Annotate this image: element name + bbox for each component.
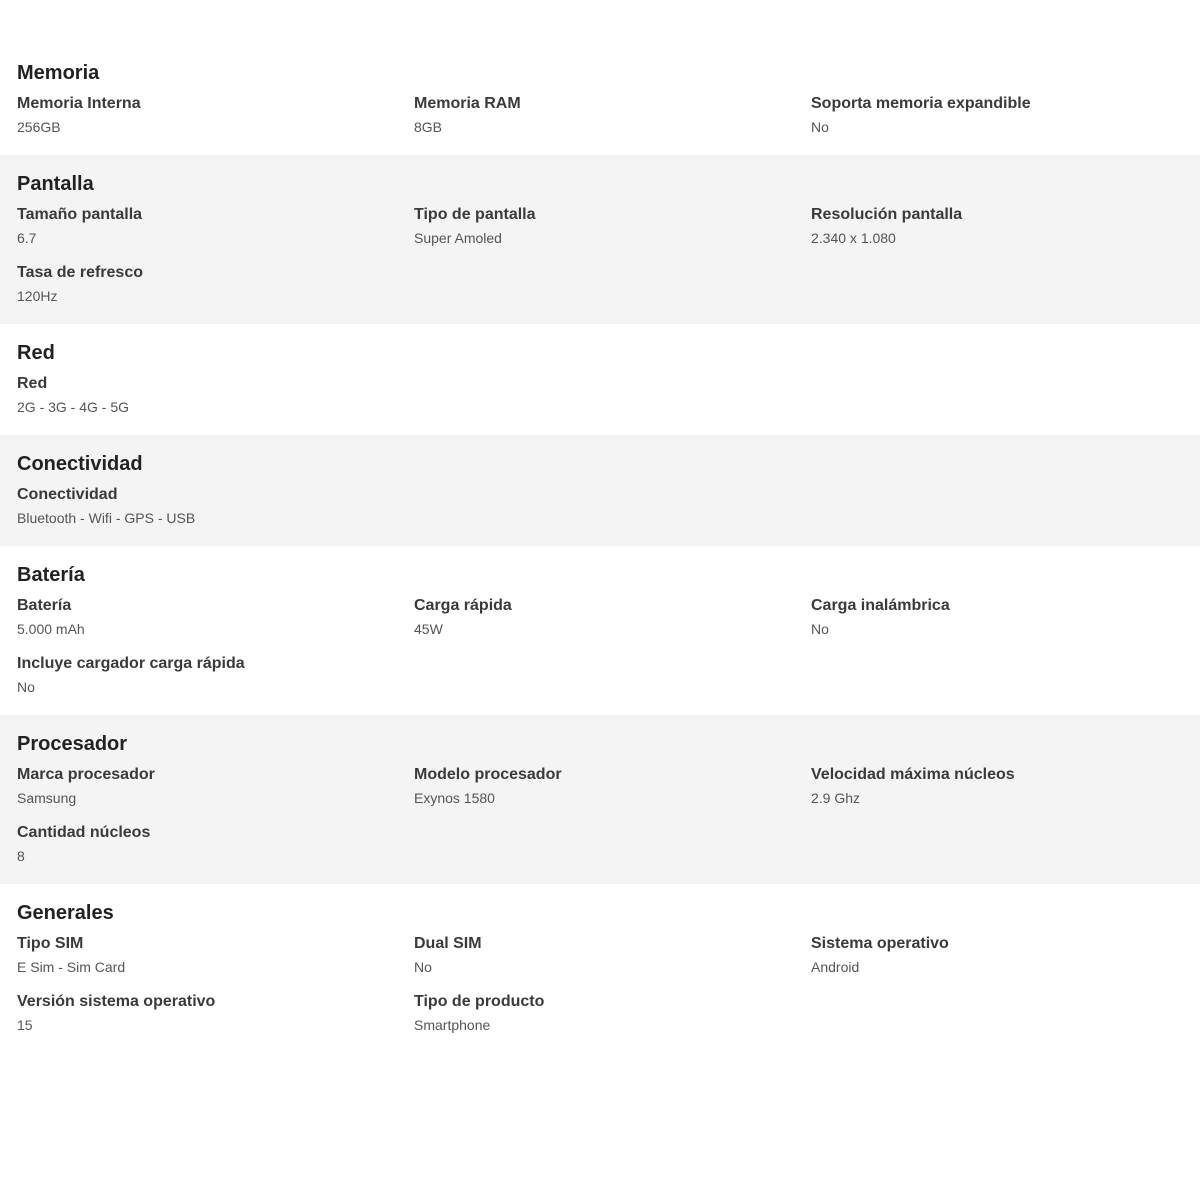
spec-value: 5.000 mAh	[17, 621, 85, 637]
spec-section-bateria	[0, 546, 1200, 715]
section-title: Batería	[17, 564, 85, 586]
spec-label: Tipo de pantalla	[414, 206, 536, 223]
section-title: Conectividad	[17, 453, 143, 475]
spec-item-soporta-memoria-expandible	[811, 94, 1184, 138]
spec-grid	[17, 765, 1184, 867]
spec-item-red	[17, 374, 414, 418]
spec-label: Tasa de refresco	[17, 264, 143, 281]
spec-item-version-sistema-operativo	[17, 992, 414, 1036]
spec-section-memoria	[0, 44, 1200, 155]
spec-item-dual-sim	[414, 934, 811, 978]
spec-item-bateria	[17, 596, 414, 640]
spec-label: Memoria Interna	[17, 95, 141, 112]
spec-item-tipo-sim	[17, 934, 414, 978]
spec-value: No	[811, 119, 829, 135]
spec-value: 256GB	[17, 119, 61, 135]
spec-label: Versión sistema operativo	[17, 993, 216, 1010]
spec-label: Tipo SIM	[17, 935, 84, 952]
spec-label: Tipo de producto	[414, 993, 545, 1010]
spec-label: Batería	[17, 597, 72, 614]
spec-item-tipo-de-pantalla	[414, 205, 811, 249]
spec-label: Tamaño pantalla	[17, 206, 143, 223]
spec-grid	[17, 485, 1184, 529]
spec-value: No	[811, 621, 829, 637]
spec-value: 120Hz	[17, 288, 58, 304]
spec-item-incluye-cargador-carga-rapida	[17, 654, 414, 698]
spec-item-carga-inalambrica	[811, 596, 1184, 640]
spec-label: Incluye cargador carga rápida	[17, 655, 245, 672]
spec-item-tipo-de-producto	[414, 992, 811, 1036]
spec-grid	[17, 934, 1184, 1036]
section-title: Memoria	[17, 62, 100, 84]
section-title: Generales	[17, 902, 114, 924]
spec-section-generales	[0, 884, 1200, 1053]
spec-item-velocidad-maxima-nucleos	[811, 765, 1184, 809]
spec-section-conectividad	[0, 435, 1200, 546]
spec-grid	[17, 94, 1184, 138]
section-title: Red	[17, 342, 55, 364]
spec-label: Modelo procesador	[414, 766, 562, 783]
spec-value: 45W	[414, 621, 443, 637]
spec-label: Memoria RAM	[414, 95, 521, 112]
spec-value: Samsung	[17, 790, 77, 806]
spec-value: Android	[811, 959, 860, 975]
spec-value: 2.340 x 1.080	[811, 230, 896, 246]
spec-value: 6.7	[17, 230, 37, 246]
spec-section-red	[0, 324, 1200, 435]
spec-value: Super Amoled	[414, 230, 502, 246]
spec-value: E Sim - Sim Card	[17, 959, 126, 975]
spec-item-modelo-procesador	[414, 765, 811, 809]
spec-value: 8	[17, 848, 25, 864]
spec-item-carga-rapida	[414, 596, 811, 640]
spec-label: Sistema operativo	[811, 935, 949, 952]
spec-value: No	[414, 959, 432, 975]
section-title: Procesador	[17, 733, 128, 755]
spec-item-cantidad-nucleos	[17, 823, 414, 867]
spec-label: Dual SIM	[414, 935, 482, 952]
spec-label: Velocidad máxima núcleos	[811, 766, 1015, 783]
spec-item-marca-procesador	[17, 765, 414, 809]
spec-label: Red	[17, 375, 48, 392]
spec-section-pantalla	[0, 155, 1200, 324]
spec-grid	[17, 205, 1184, 307]
spec-value: Smartphone	[414, 1017, 491, 1033]
spec-item-tasa-de-refresco	[17, 263, 414, 307]
spec-label: Cantidad núcleos	[17, 824, 151, 841]
spec-grid	[17, 374, 1184, 418]
spec-item-memoria-interna	[17, 94, 414, 138]
spec-value: 8GB	[414, 119, 443, 135]
spec-label: Carga inalámbrica	[811, 597, 950, 614]
spec-value: Exynos 1580	[414, 790, 495, 806]
spec-label: Conectividad	[17, 486, 118, 503]
spec-item-sistema-operativo	[811, 934, 1184, 978]
spec-value: No	[17, 679, 35, 695]
spec-item-tamano-pantalla	[17, 205, 414, 249]
spec-item-memoria-ram	[414, 94, 811, 138]
spec-value: 2G - 3G - 4G - 5G	[17, 399, 130, 415]
spec-section-procesador	[0, 715, 1200, 884]
spec-value: 2.9 Ghz	[811, 790, 861, 806]
spec-label: Marca procesador	[17, 766, 155, 783]
spec-label: Carga rápida	[414, 597, 512, 614]
spec-value: Bluetooth - Wifi - GPS - USB	[17, 510, 196, 526]
spec-grid	[17, 596, 1184, 698]
spec-item-conectividad	[17, 485, 414, 529]
spec-label: Soporta memoria expandible	[811, 95, 1031, 112]
section-title: Pantalla	[17, 173, 94, 195]
spec-label: Resolución pantalla	[811, 206, 963, 223]
spec-value: 15	[17, 1017, 33, 1033]
spec-item-resolucion-pantalla	[811, 205, 1184, 249]
